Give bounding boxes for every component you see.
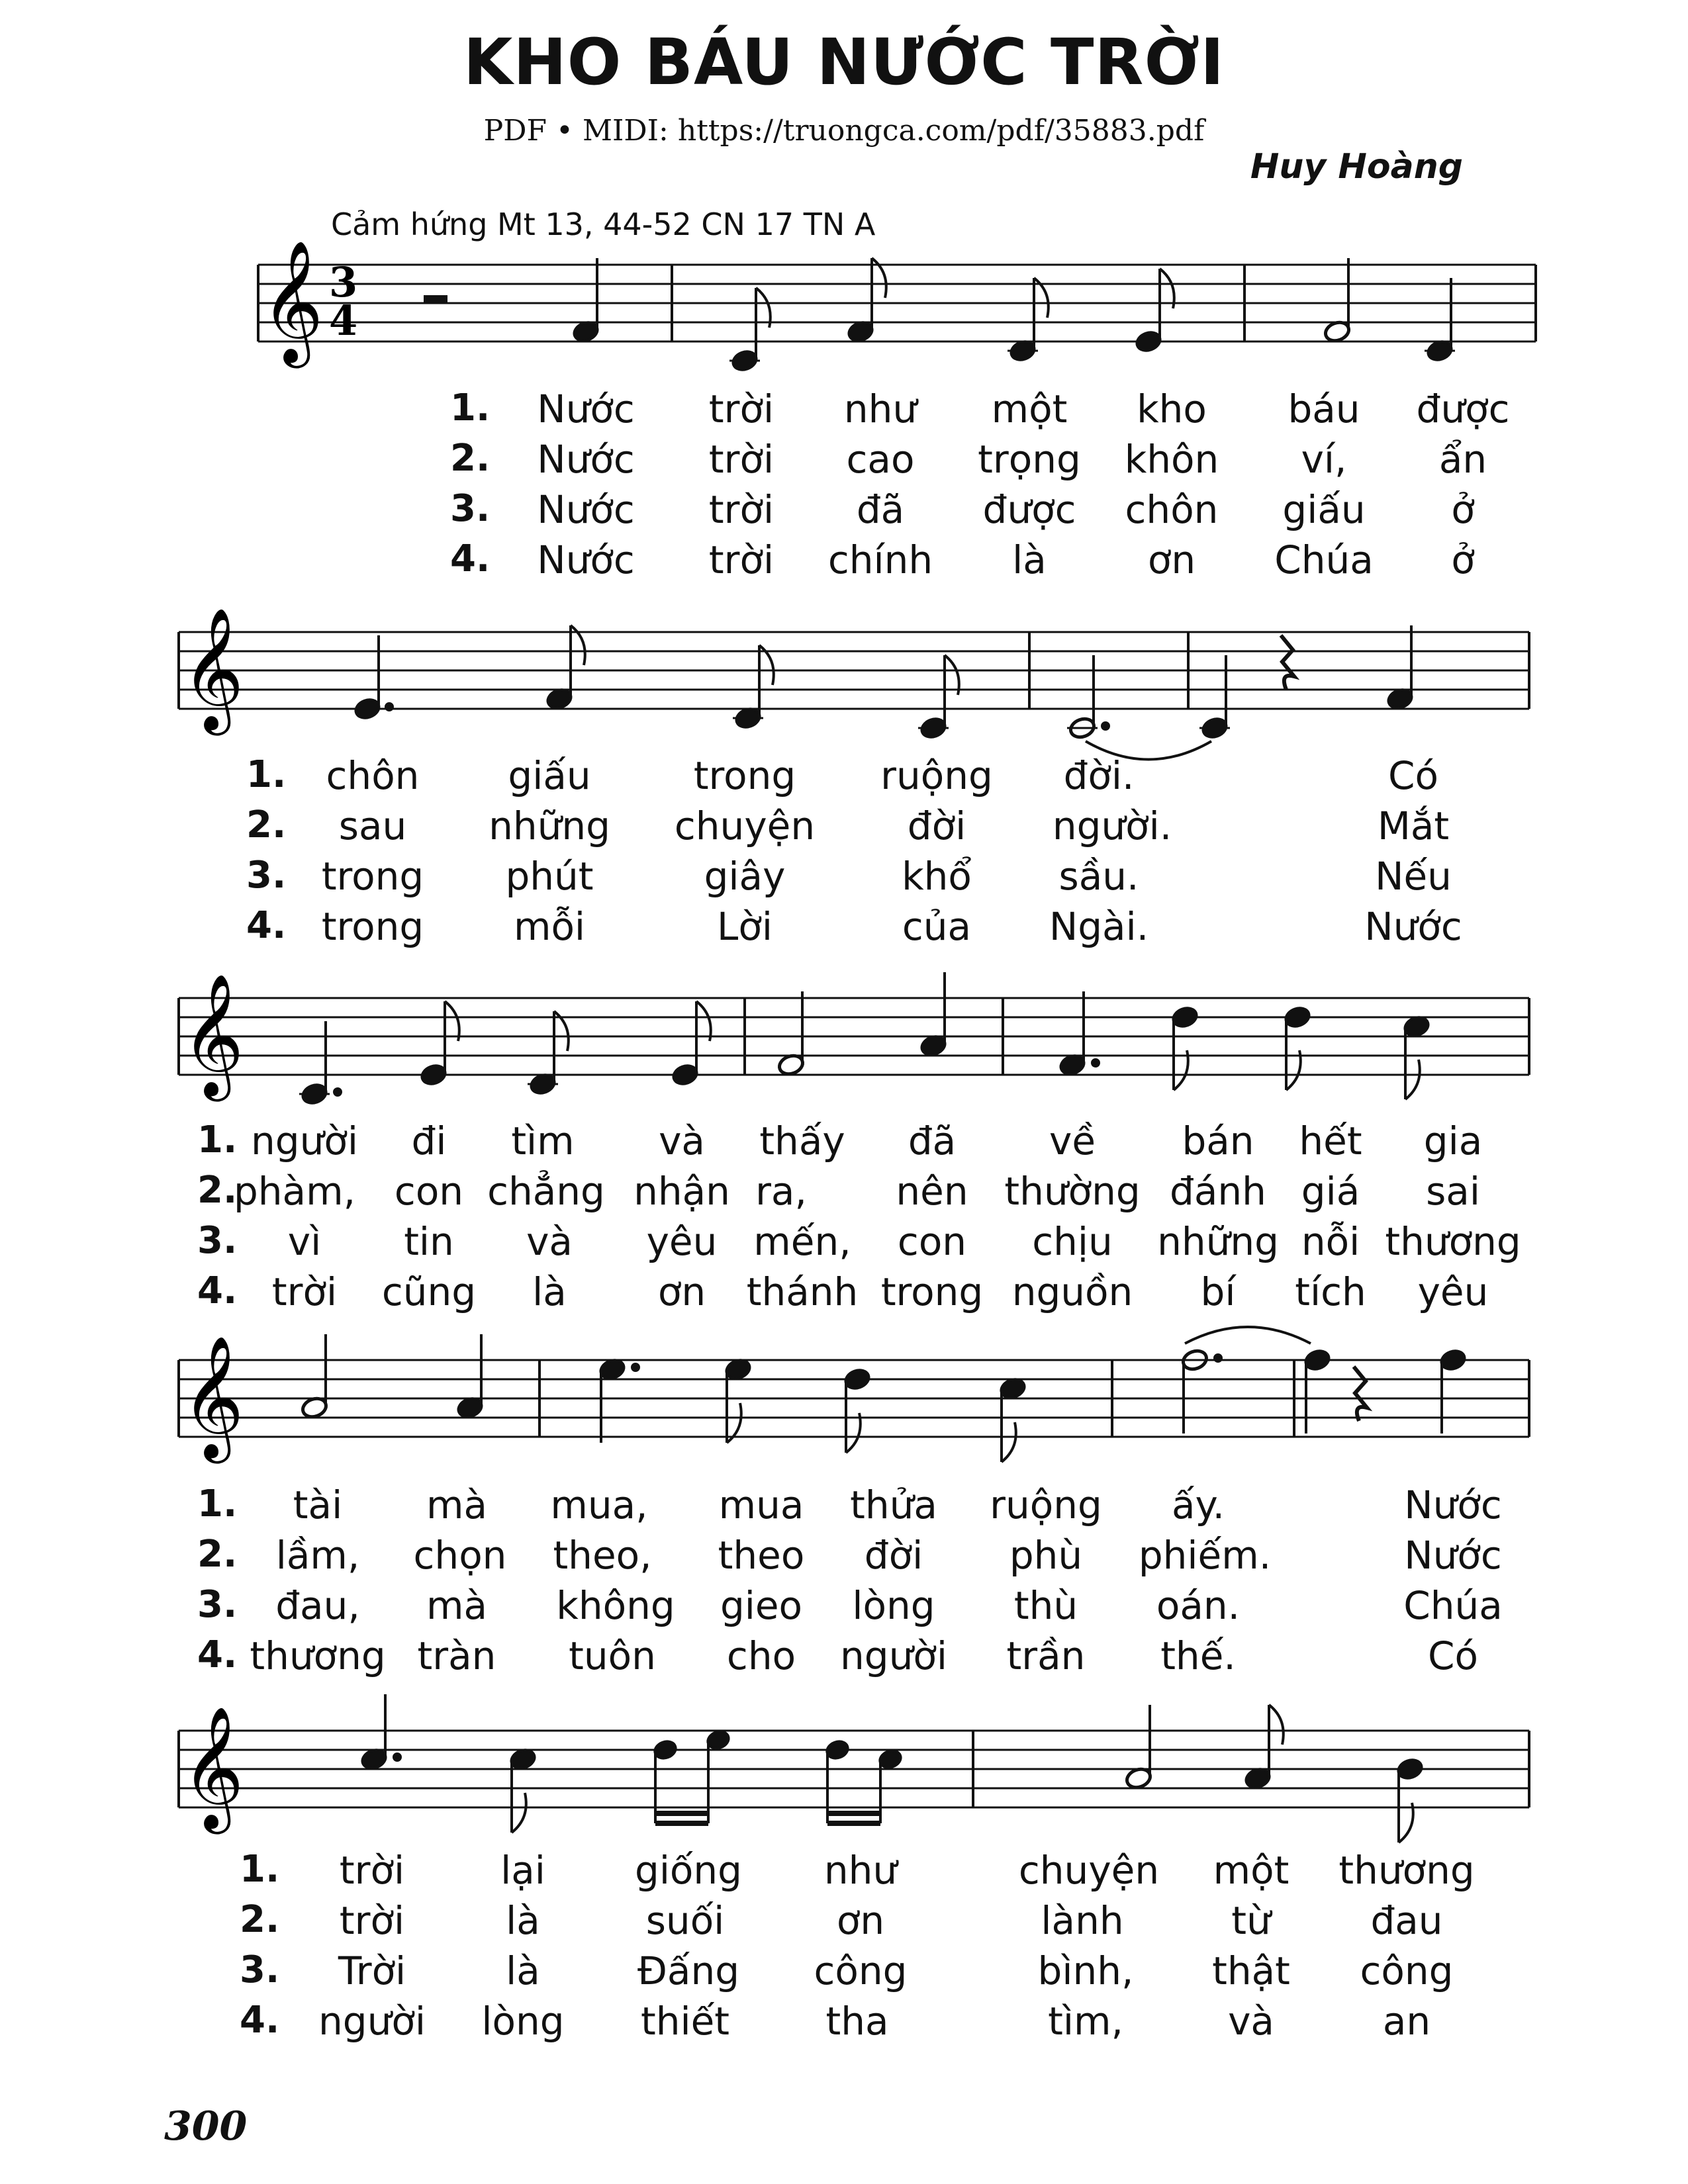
- source-link[interactable]: PDF • MIDI: https://truongca.com/pdf/35883.pdf: [483, 114, 1205, 148]
- inspiration-note: Cảm hứng Mt 13, 44-52 CN 17 TN A: [331, 206, 876, 242]
- treble-clef-icon: 𝄞: [181, 606, 244, 730]
- half-rest: [424, 295, 447, 303]
- staff-system-5: [0, 1694, 1688, 1866]
- treble-clef-icon: 𝄞: [261, 239, 324, 363]
- staff-system-4: [0, 1324, 1688, 1496]
- song-title: KHO BÁU NƯỚC TRỜI: [463, 25, 1225, 99]
- treble-clef-icon: 𝄞: [181, 1334, 244, 1458]
- staff-system-2: [0, 596, 1688, 768]
- staff-system-3: [0, 960, 1688, 1132]
- page-number: 300: [164, 2103, 248, 2150]
- treble-clef-icon: 𝄞: [181, 972, 244, 1096]
- composer-name: Huy Hoàng: [1250, 147, 1463, 187]
- time-signature-bottom: 4: [329, 296, 358, 345]
- time-signature-top: 3: [329, 258, 358, 306]
- treble-clef-icon: 𝄞: [181, 1705, 244, 1829]
